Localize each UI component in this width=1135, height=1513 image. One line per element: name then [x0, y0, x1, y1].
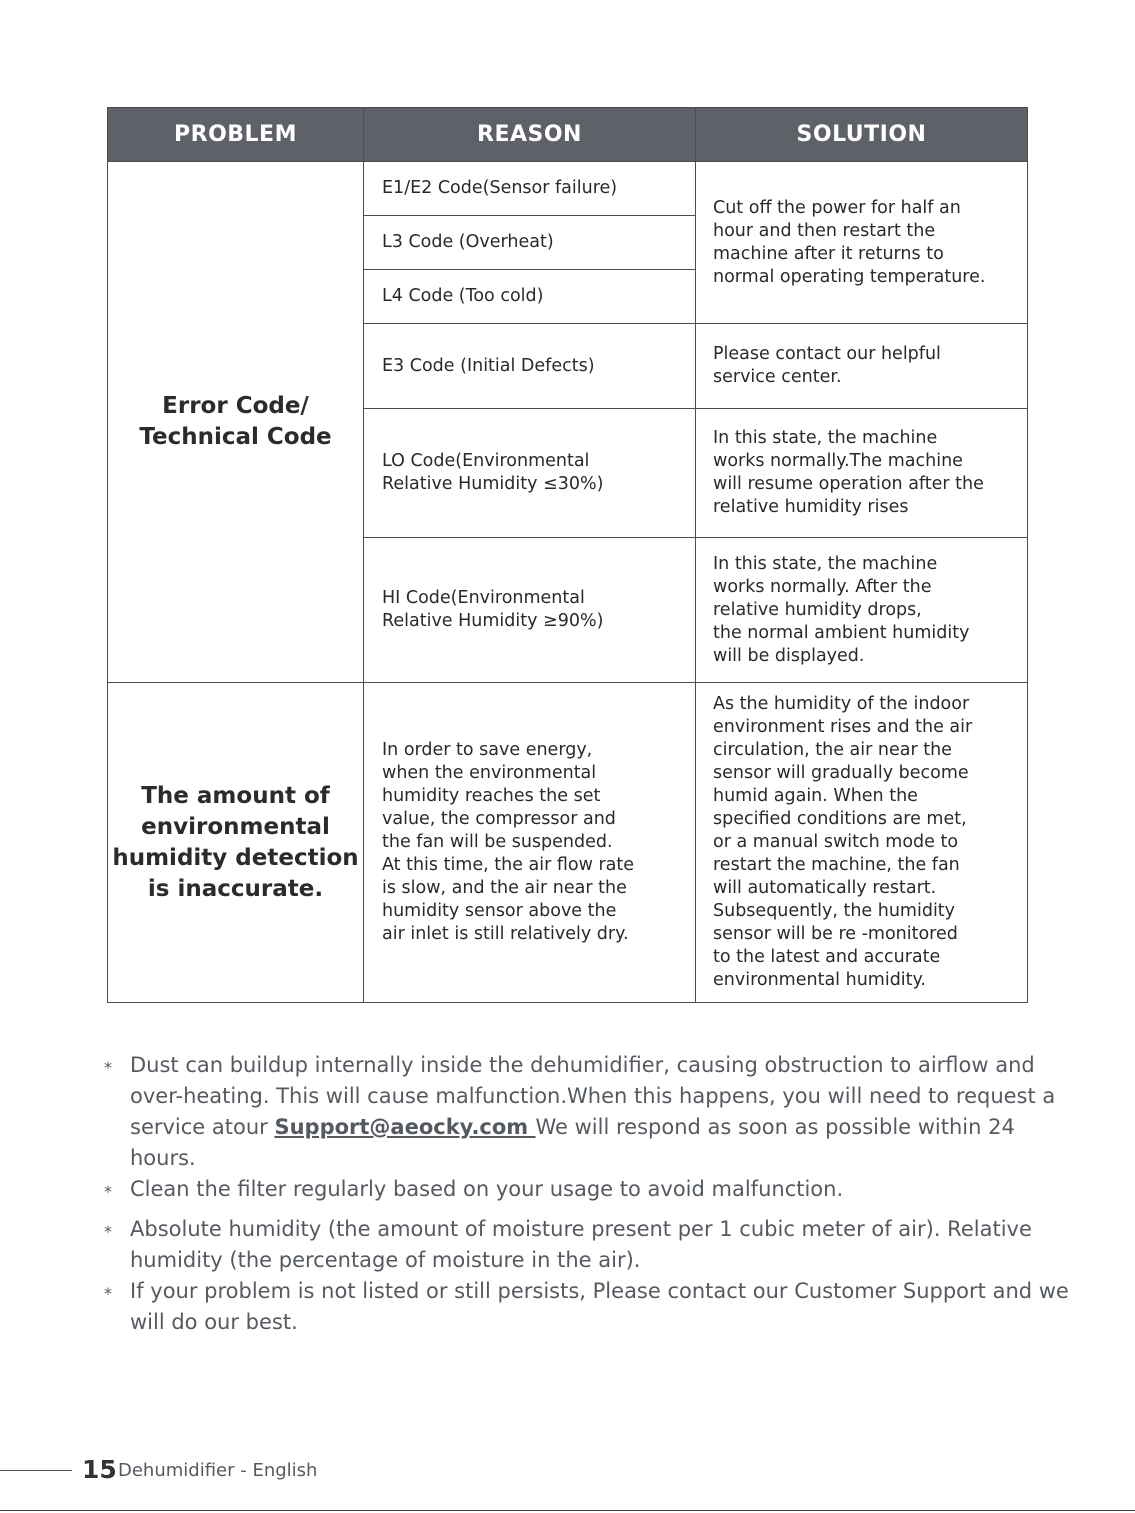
asterisk-icon: *	[104, 1182, 112, 1201]
problem-humidity-text: The amount of environmental humidity detection is inaccurate.	[112, 782, 359, 902]
asterisk-icon: *	[104, 1222, 112, 1241]
page-number: 15	[82, 1455, 117, 1484]
problem-error-code	[108, 162, 364, 683]
reason-e1e2	[364, 162, 696, 216]
solution-lo	[696, 409, 1028, 538]
note-text: Absolute humidity (the amount of moisture present per 1 cubic meter of air). Relative humidity (the percentage of moisture in the air).	[130, 1217, 1032, 1272]
reason-l3	[364, 216, 696, 270]
note-text	[130, 1050, 1084, 1174]
solution-power-restart	[696, 162, 1028, 324]
table-header-row	[108, 108, 1028, 162]
support-email-link[interactable]: Support@aeocky.com	[274, 1115, 536, 1139]
solution-humidity-restart	[696, 683, 1028, 1003]
notes-list	[104, 1050, 1084, 1338]
solution-text: In this state, the machine works normally.The machine will resume operation after the relative humidity rises	[713, 428, 984, 517]
reason-hi	[364, 538, 696, 683]
reason-lo	[364, 409, 696, 538]
table-row	[108, 162, 1028, 216]
reason-text: LO Code(Environmental Relative Humidity ≤30%)	[382, 451, 604, 494]
note-item	[104, 1214, 1084, 1276]
solution-text: In this state, the machine works normally. After the relative humidity drops, the normal ambient humidity will be displayed.	[713, 553, 970, 666]
header-reason: REASON	[364, 108, 696, 162]
reason-l4	[364, 270, 696, 324]
problem-humidity-inaccurate	[108, 683, 364, 1003]
solution-text: As the humidity of the indoor environment rises and the air circulation, the air near the sensor will gradually become humid again. When the specified conditions are met, or a manual switch mode to restart the machine, the fan will automatically restart. Subsequently, the humidity sensor will be re -monitored to the latest and accurate environmental humidity.	[713, 694, 973, 990]
solution-hi	[696, 538, 1028, 683]
reason-text: E3 Code (Initial Defects)	[382, 355, 595, 376]
solution-contact-center	[696, 324, 1028, 409]
note-text: Clean the filter regularly based on your usage to avoid malfunction.	[130, 1177, 844, 1201]
reason-text: HI Code(Environmental Relative Humidity ≥90%)	[382, 588, 604, 631]
solution-text: Cut off the power for half an hour and then restart the machine after it returns to normal operating temperature.	[713, 197, 986, 287]
note-item	[104, 1050, 1084, 1174]
note-text-part: Dust can buildup internally inside the dehumidifier, causing obstruction to airflow and over-heating. This will cause malfunction.When this happens, you will need to request a service atour	[130, 1053, 1056, 1139]
reason-e3	[364, 324, 696, 409]
asterisk-icon: *	[104, 1284, 112, 1303]
solution-text: Please contact our helpful service center.	[713, 344, 941, 387]
header-problem: PROBLEM	[108, 108, 364, 162]
note-text: If your problem is not listed or still persists, Please contact our Customer Support and we will do our best.	[130, 1279, 1069, 1334]
footer-divider	[0, 1470, 72, 1471]
footer-title: Dehumidifier - English	[118, 1460, 318, 1481]
reason-text: In order to save energy, when the environmental humidity reaches the set value, the compressor and the fan will be suspended. At this time, the air flow rate is slow, and the air near the humidity sensor above the air inlet is still relatively dry.	[382, 740, 635, 944]
header-solution: SOLUTION	[696, 108, 1028, 162]
note-text-part: We will respond as soon as possible within 24 hours.	[130, 1115, 1015, 1170]
note-item	[104, 1174, 1084, 1207]
troubleshooting-table	[107, 107, 1028, 1003]
reason-text: L3 Code (Overheat)	[382, 232, 554, 252]
reason-text: L4 Code (Too cold)	[382, 286, 544, 306]
reason-text: E1/E2 Code(Sensor failure)	[382, 178, 618, 198]
asterisk-icon: *	[104, 1058, 112, 1077]
reason-energy-saving	[364, 683, 696, 1003]
note-item	[104, 1276, 1084, 1338]
problem-error-code-text: Error Code/ Technical Code	[139, 393, 332, 450]
table-row	[108, 683, 1028, 1003]
bottom-border	[0, 1510, 1135, 1511]
